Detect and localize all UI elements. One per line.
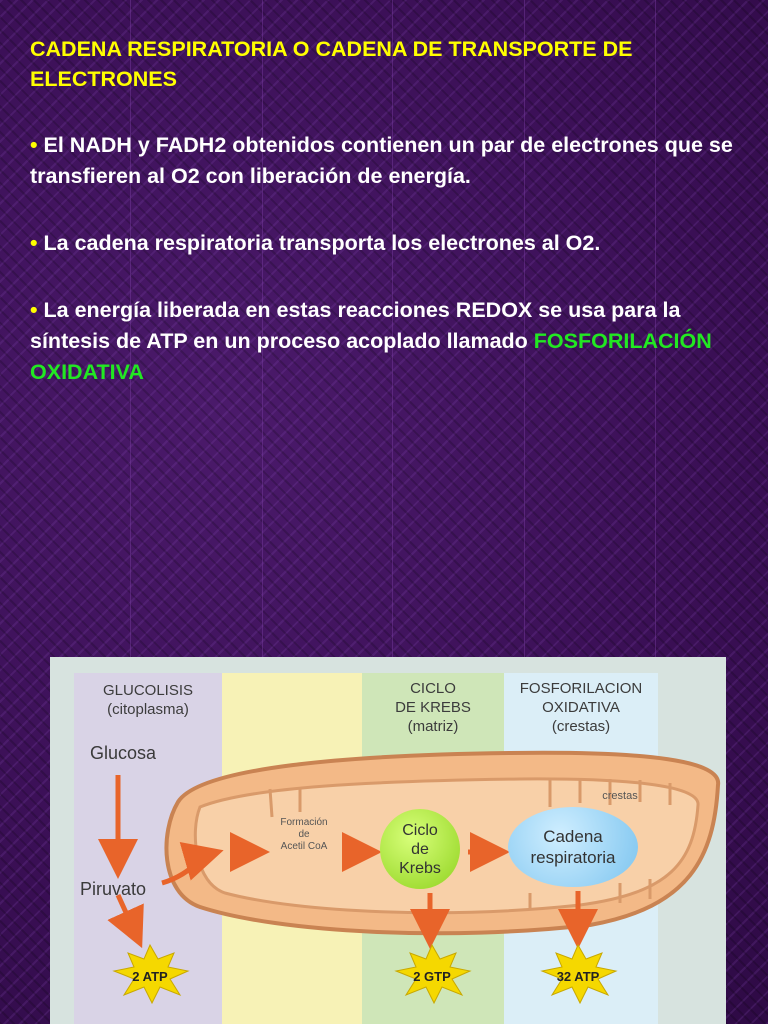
bullet-marker: • [30,298,38,322]
piruvato-to-atp-arrow [118,895,138,939]
crestas-label: crestas [602,790,638,802]
bullet-1 [30,130,750,192]
bullet-3-text: La energía liberada en estas reacciones REDOX se usa para la síntesis de ATP en un proceso acoplado llamado [30,298,681,353]
krebs-header: CICLO DE KREBS (matriz) [395,680,471,735]
acetil-coa-label: Formación de Acetil CoA [280,817,328,852]
atp-32-yield-label: 32 ATP [556,969,600,984]
slide-title: CADENA RESPIRATORIA O CADENA DE TRANSPORTE DE ELECTRONES [30,37,633,91]
bullet-2 [30,228,750,259]
gtp-yield-label: 2 GTP [413,969,451,984]
cellular-respiration-diagram [50,657,726,1024]
fosforilacion-header: FOSFORILACION OXIDATIVA (crestas) [519,680,643,735]
slide-content [30,34,750,388]
bullet-3-highlight: FOSFORILACIÓN OXIDATIVA [30,329,712,384]
glucosa-label: Glucosa [90,743,157,763]
bullet-marker: • [30,133,38,157]
krebs-cycle-circle: Ciclo de Krebs [380,809,460,889]
cadena-respiratoria-oval: Cadena respiratoria [508,807,638,887]
bullet-2-text: La cadena respiratoria transporta los electrones al O2. [37,231,601,255]
bullet-marker: • [30,231,38,255]
piruvato-label: Piruvato [80,879,147,899]
bullet-3 [30,295,750,388]
atp-yield-label: 2 ATP [132,969,168,984]
glucolisis-header: GLUCOLISIS (citoplasma) [102,682,194,718]
bullet-1-text: El NADH y FADH2 obtenidos contienen un par de electrones que se transfieren al O2 con liberación de energía. [30,133,733,188]
